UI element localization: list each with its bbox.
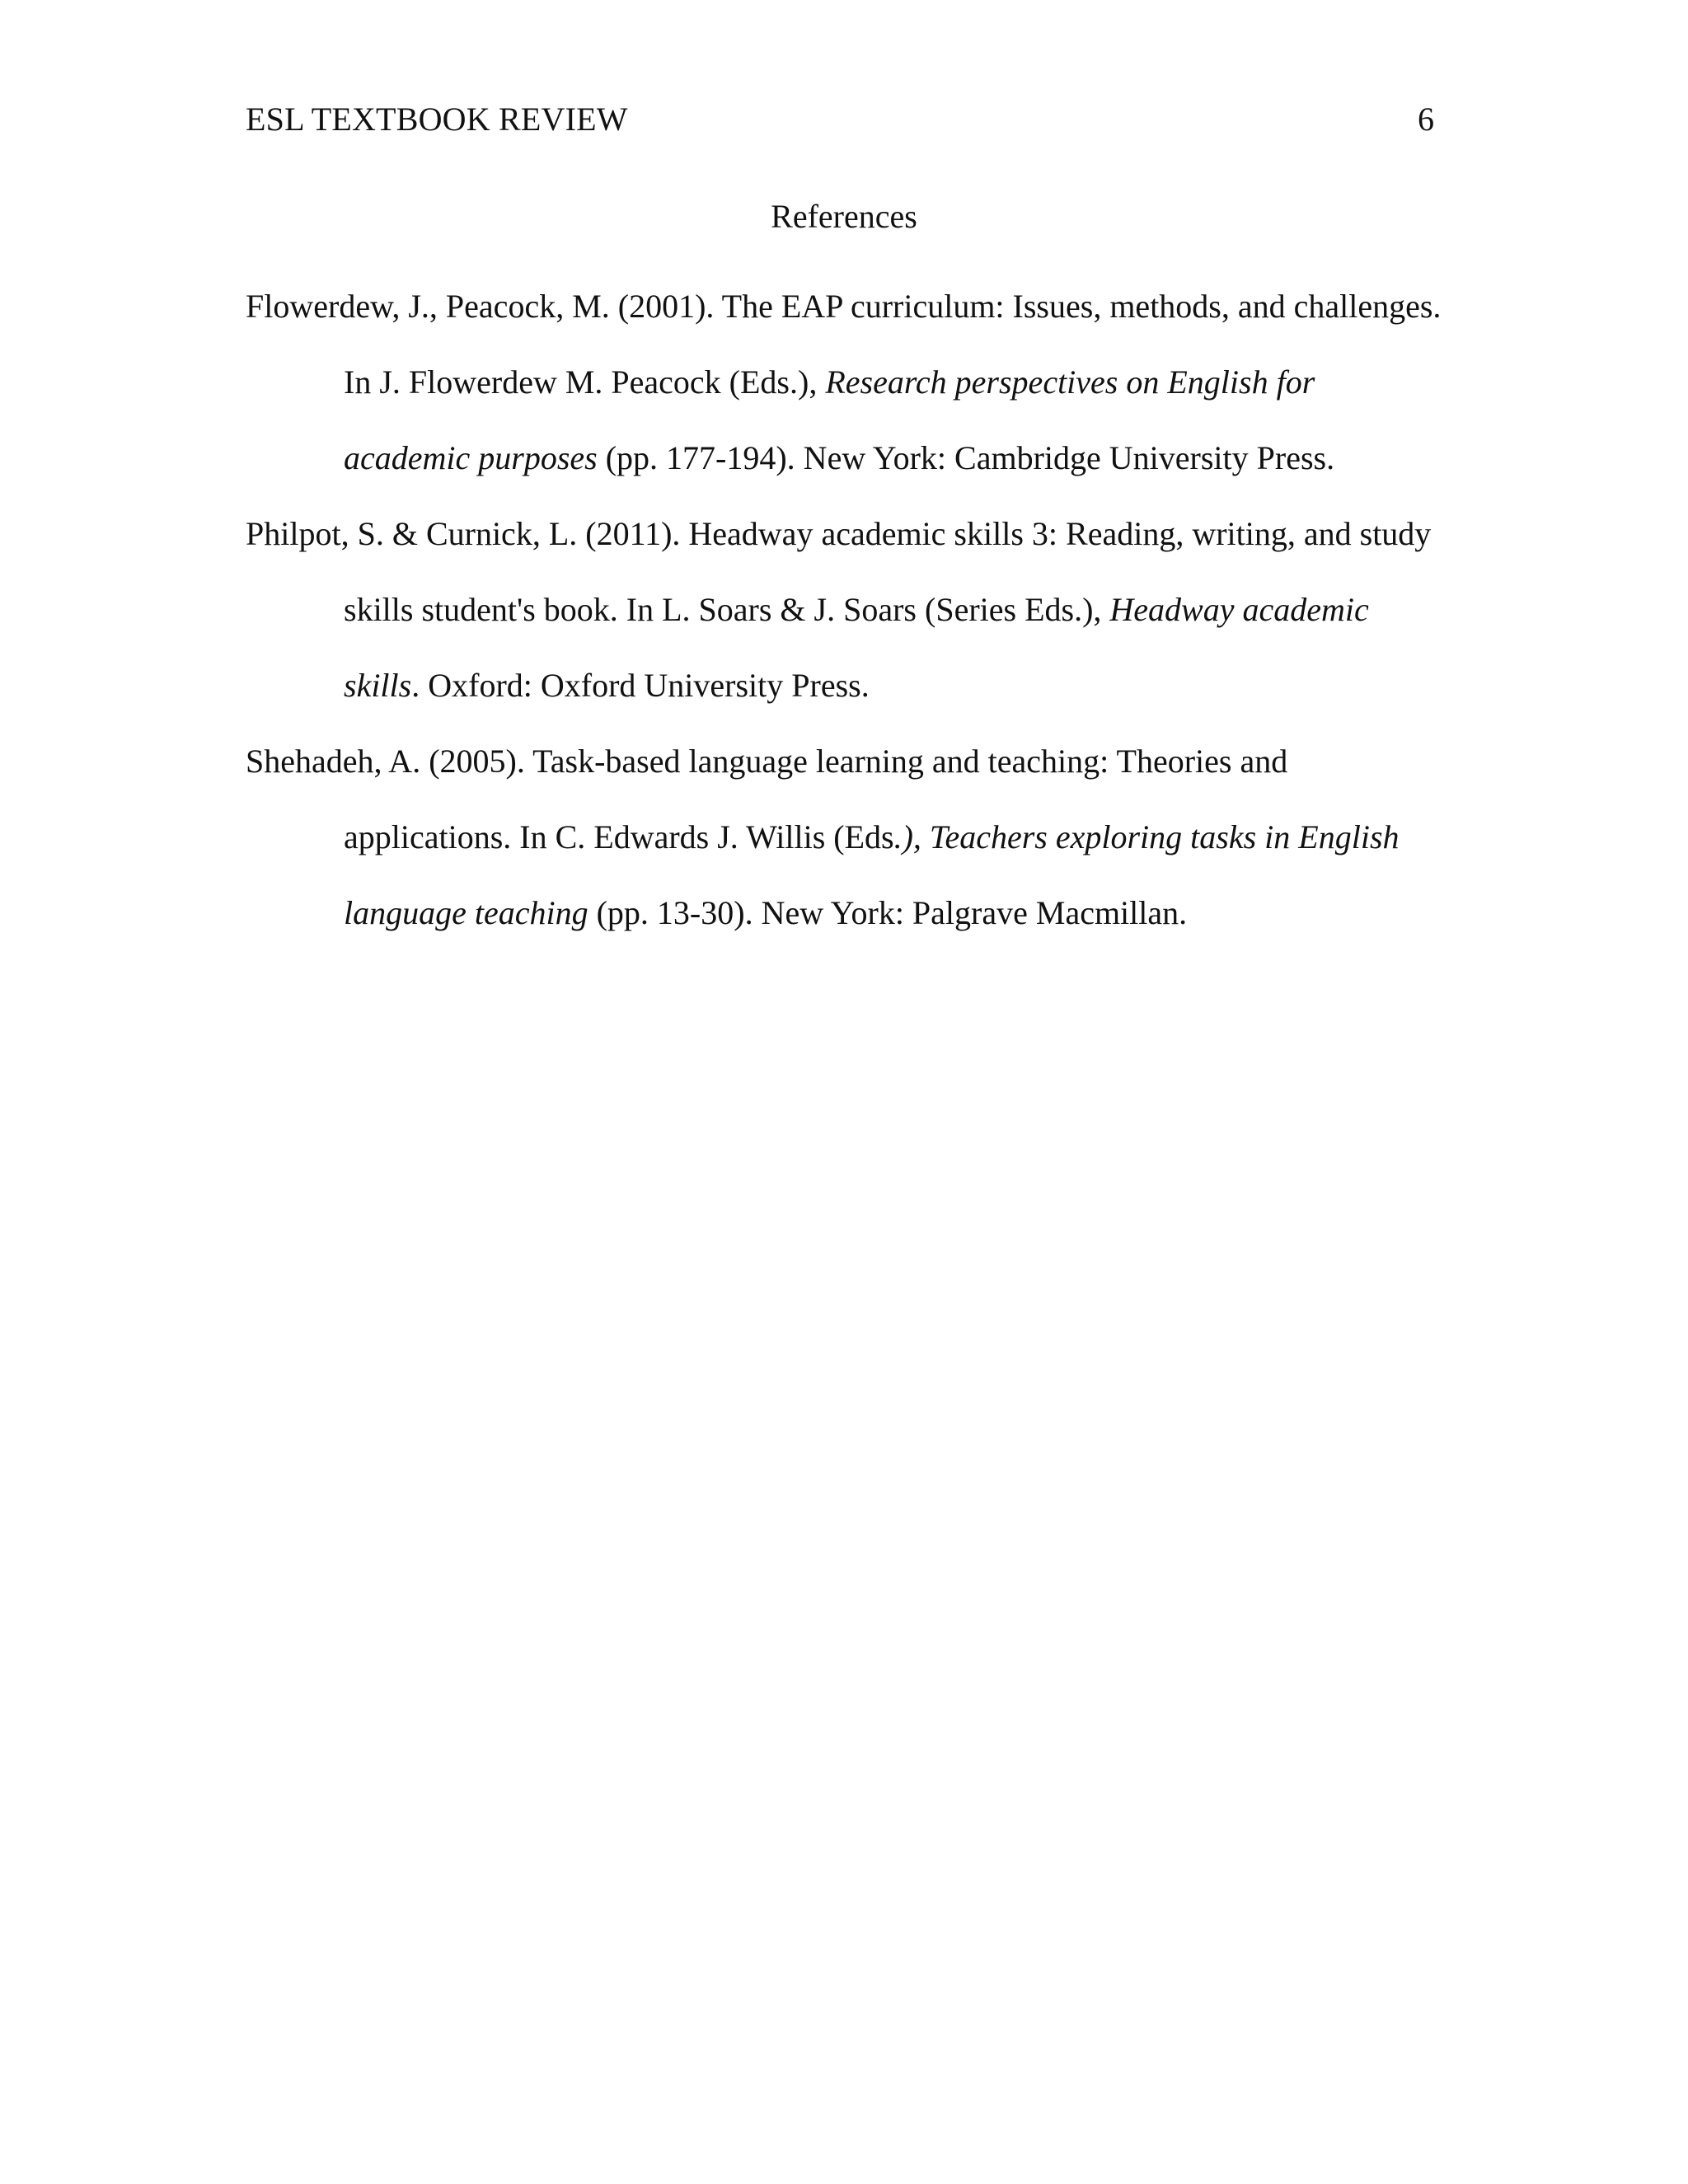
reference-text: Philpot, S. & Curnick, L. (2011). Headway academic skills 3: Reading, writing, and study skills student's book. In L. Soars & J. Soars (Series Eds.),	[246, 515, 1432, 628]
page-number: 6	[1418, 101, 1434, 138]
reference-text: Flowerdew, J., Peacock, M. (2001). The EAP curriculum: Issues, methods, and challenges. In J. Flowerdew M. Peacock (Eds.),	[246, 288, 1442, 401]
running-head: ESL TEXTBOOK REVIEW	[246, 101, 628, 138]
reference-title-italic: Headway academic skills	[344, 591, 1369, 704]
references-heading: References	[771, 198, 917, 235]
reference-entry-shehadeh	[246, 724, 1442, 951]
reference-entry-philpot	[246, 496, 1442, 724]
reference-text: Shehadeh, A. (2005). Task-based language learning and teaching: Theories and applications. In C. Edwards J. Willis (Eds	[246, 743, 1288, 855]
reference-title-italic: .), Teachers exploring tasks in English language teaching	[344, 818, 1400, 931]
reference-list	[246, 269, 1442, 951]
reference-text: (pp. 177-194). New York: Cambridge University Press.	[597, 439, 1335, 476]
reference-title-italic: Research perspectives on English for academic purposes	[344, 363, 1315, 476]
reference-text: . Oxford: Oxford University Press.	[411, 667, 870, 704]
reference-entry-flowerdew	[246, 269, 1442, 496]
reference-text: (pp. 13-30). New York: Palgrave Macmillan.	[588, 894, 1188, 931]
